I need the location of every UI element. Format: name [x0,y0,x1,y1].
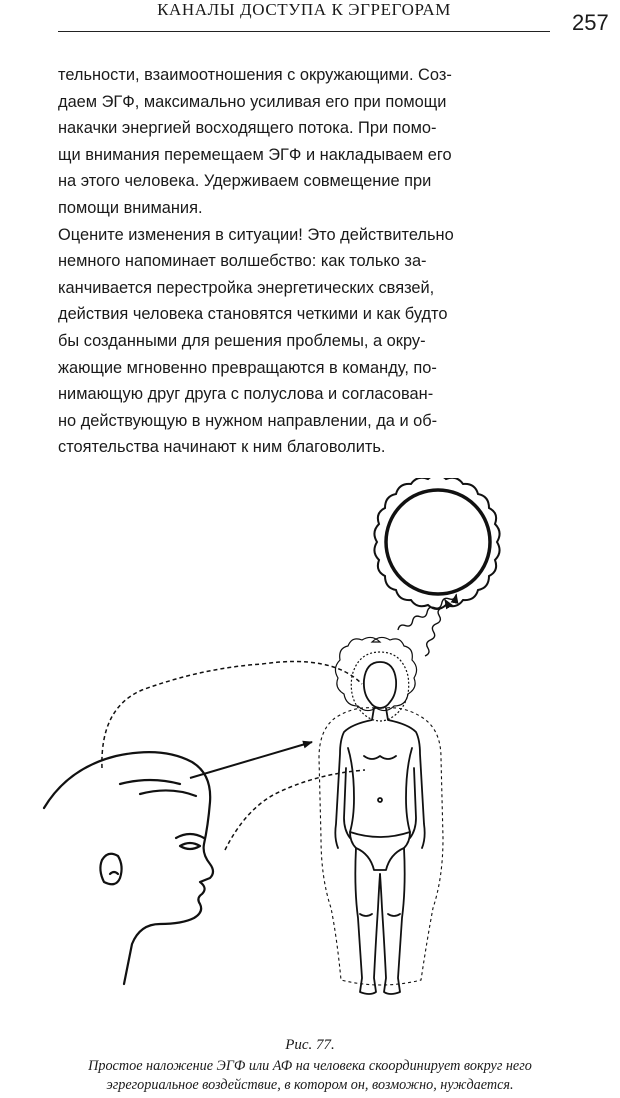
egregor-circle [374,478,499,609]
text-line: на этого человека. Удерживаем совмещение при [58,172,432,191]
figure-illustration [30,478,570,1018]
figure-caption-line: эгрегориальное воздействие, в котором он, возможно, нуждается. [106,1077,514,1093]
text-line: но действующую в нужном направлении, да и об- [58,411,438,430]
page-number: 257 [572,10,609,35]
figure-number: Рис. 77. [285,1037,335,1053]
gaze-arrow [190,742,312,778]
text-line: немного напоминает волшебство: как только за- [58,252,427,271]
text-line: тельности, взаимоотношения с окружающими. Соз- [58,66,452,84]
text-line: бы созданными для решения проблемы, а окру- [58,331,426,350]
text-line: стоятельства начинают к ним благоволить. [58,438,386,457]
text-line: Оцените изменения в ситуации! Это действительно [58,225,454,244]
text-line: даем ЭГФ, максимально усиливая его при помощи [58,92,447,111]
text-line: нимающую друг друга с полуслова и согласован- [58,385,434,404]
body-text [58,62,550,461]
text-line: канчивается перестройка энергетических связей, [58,278,435,297]
running-head: КАНАЛЫ ДОСТУПА К ЭГРЕГОРАМ [157,0,451,19]
text-line: действия человека становятся четкими и как будто [58,305,448,324]
observer-head [44,752,213,984]
text-line: помощи внимания. [58,198,203,217]
head-aura [335,637,416,721]
figure-svg [30,478,570,1018]
text-line: накачки энергией восходящего потока. При помо- [58,119,437,138]
text-line: жающие мгновенно превращаются в команду, по- [58,358,437,377]
figure-caption [0,1057,620,1095]
attention-path [102,662,365,851]
text-line: щи внимания перемещаем ЭГФ и накладываем его [58,145,452,164]
figure-caption-line: Простое наложение ЭГФ или АФ на человека скоординирует вокруг него [88,1058,532,1074]
header-rule [58,31,550,32]
